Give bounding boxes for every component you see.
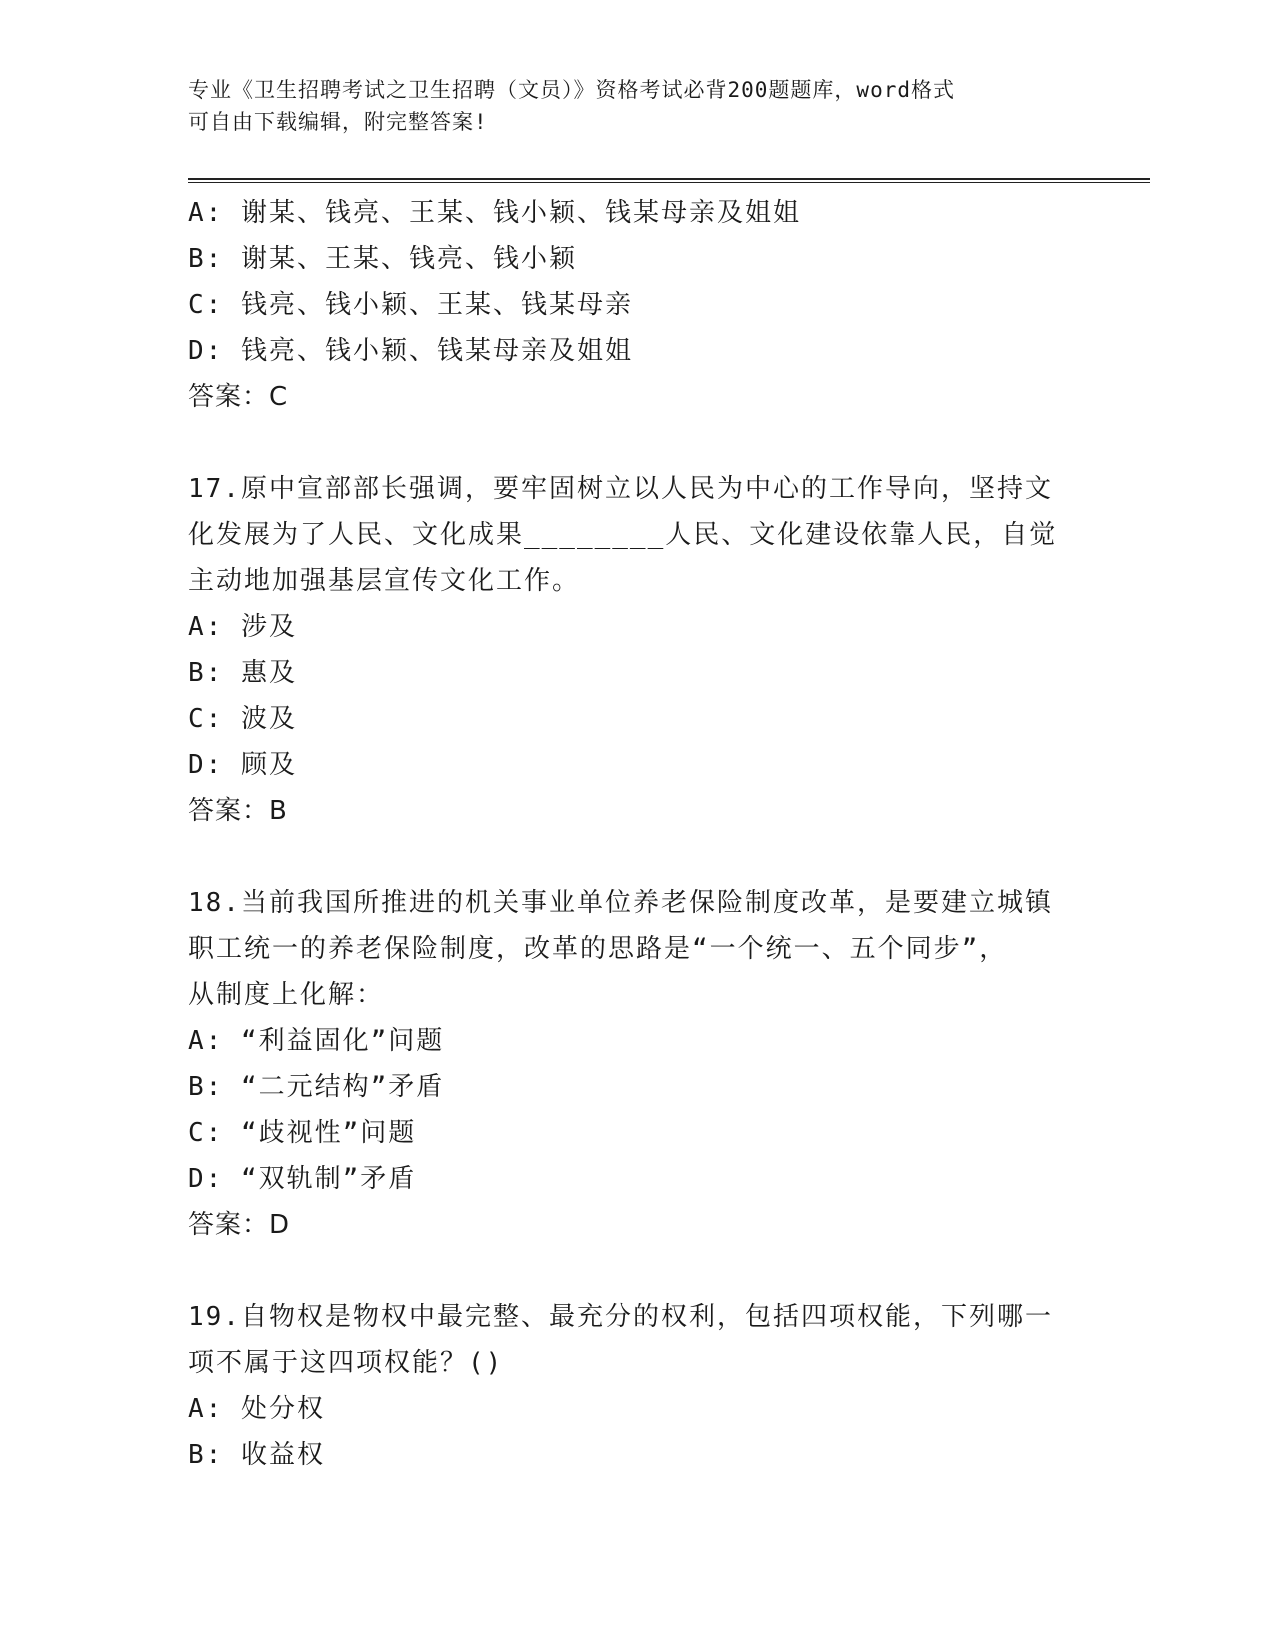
option-d: D: 钱亮、钱小颖、钱某母亲及姐姐 [188, 336, 633, 366]
answer: 答案：C [188, 382, 289, 412]
question-text: 化发展为了人民、文化成果________人民、文化建设依靠人民，自觉 [188, 520, 1058, 550]
question-text: 主动地加强基层宣传文化工作。 [188, 566, 581, 596]
question-list [188, 190, 1088, 1478]
option-b: B: “二元结构”矛盾 [188, 1072, 445, 1102]
option-a: A: “利益固化”问题 [188, 1026, 445, 1056]
answer: 答案：D [188, 1210, 291, 1240]
question-text: 从制度上化解： [188, 980, 385, 1010]
option-a: A: 谢某、钱亮、王某、钱小颖、钱某母亲及姐姐 [188, 198, 801, 228]
option-c: C: “歧视性”问题 [188, 1118, 417, 1148]
question-block [188, 880, 1088, 1248]
question-text: 项不属于这四项权能？() [188, 1348, 504, 1378]
question-block [188, 466, 1088, 834]
option-b: B: 惠及 [188, 658, 297, 688]
option-a: A: 涉及 [188, 612, 297, 642]
question-text: 19.自物权是物权中最完整、最充分的权利，包括四项权能，下列哪一 [188, 1302, 1053, 1332]
question-text: 17.原中宣部部长强调，要牢固树立以人民为中心的工作导向，坚持文 [188, 474, 1053, 504]
answer: 答案：B [188, 796, 288, 826]
document-header [188, 74, 1088, 138]
option-d: D: “双轨制”矛盾 [188, 1164, 417, 1194]
option-a: A: 处分权 [188, 1394, 325, 1424]
option-b: B: 收益权 [188, 1440, 325, 1470]
option-d: D: 顾及 [188, 750, 297, 780]
header-divider [188, 178, 1150, 183]
option-b: B: 谢某、王某、钱亮、钱小颖 [188, 244, 577, 274]
question-text: 18.当前我国所推进的机关事业单位养老保险制度改革，是要建立城镇 [188, 888, 1053, 918]
question-text: 职工统一的养老保险制度，改革的思路是“一个统一、五个同步”， [188, 934, 1008, 964]
header-line-1: 专业《卫生招聘考试之卫生招聘（文员）》资格考试必背200题题库，word格式 [188, 78, 955, 102]
block-spacer [188, 834, 1088, 880]
header-line-2: 可自由下载编辑，附完整答案! [188, 110, 488, 134]
block-spacer [188, 1248, 1088, 1294]
question-block [188, 190, 1088, 420]
option-c: C: 钱亮、钱小颖、王某、钱某母亲 [188, 290, 633, 320]
option-c: C: 波及 [188, 704, 297, 734]
question-block [188, 1294, 1088, 1478]
block-spacer [188, 420, 1088, 466]
